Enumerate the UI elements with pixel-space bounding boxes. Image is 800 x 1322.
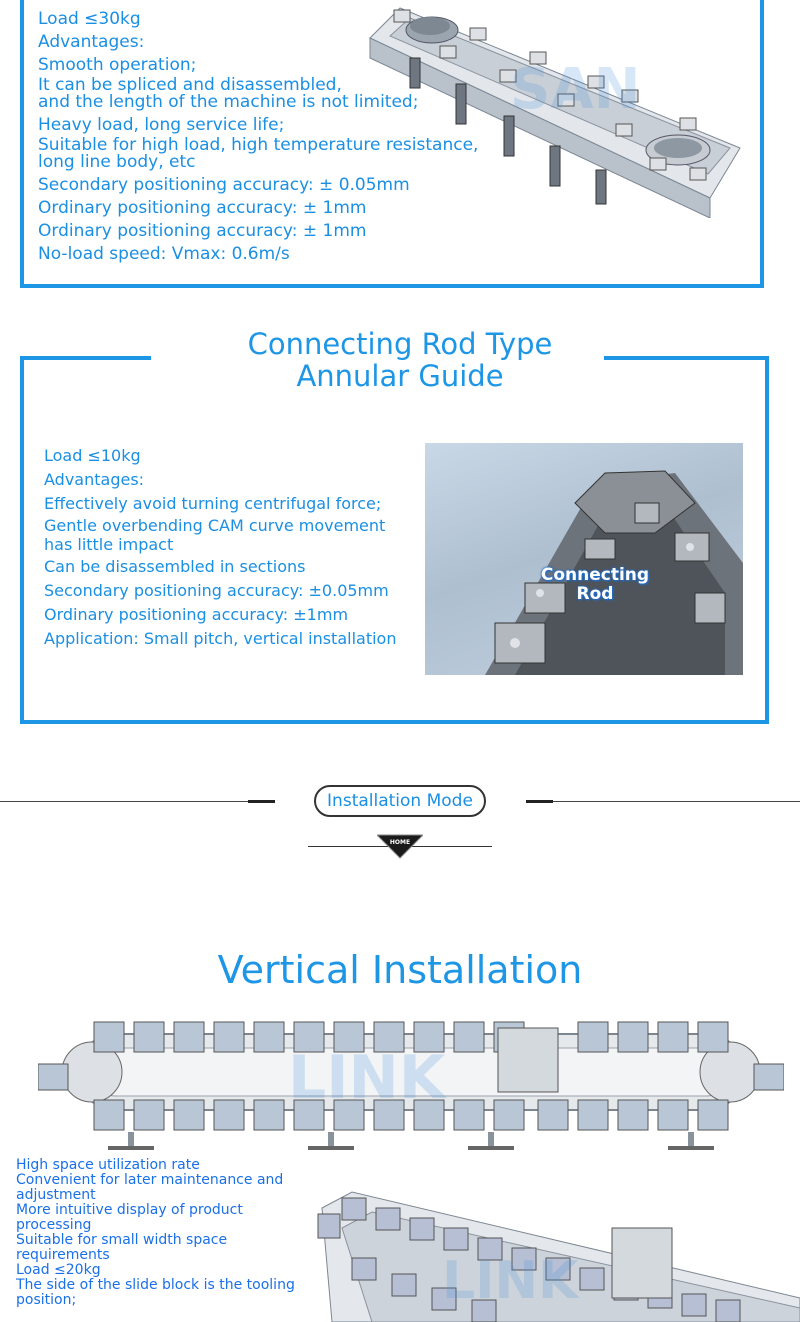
connecting-rod-machine-drawing bbox=[425, 443, 743, 675]
svg-text:LINK: LINK bbox=[288, 1043, 446, 1113]
spec-ordinary-accuracy: Ordinary positioning accuracy: ± 1mm bbox=[38, 198, 367, 218]
spec-ordinary-accuracy-2: Ordinary positioning accuracy: ± 1mm bbox=[38, 221, 367, 241]
spec-speed: No-load speed: Vmax: 0.6m/s bbox=[38, 244, 290, 264]
connecting-rod-photo bbox=[425, 443, 743, 675]
section-title-vertical-installation: Vertical Installation bbox=[217, 948, 583, 992]
spec-advantages: Advantages: bbox=[38, 32, 145, 52]
title-line-2: Annular Guide bbox=[296, 359, 504, 393]
feature-display: More intuitive display of product processing bbox=[16, 1202, 243, 1233]
spec-suitable: Suitable for high load, high temperature resistance, long line body, etc bbox=[38, 135, 479, 172]
divider-left bbox=[0, 801, 275, 802]
feature-width: Suitable for small width space requirements bbox=[16, 1232, 228, 1263]
callout-line-1: Connecting bbox=[540, 565, 650, 585]
home-down-arrow-icon bbox=[377, 833, 423, 859]
spec-smooth: Smooth operation; bbox=[38, 55, 197, 75]
home-label: HOME bbox=[389, 839, 411, 846]
feature-load: Load ≤20kg bbox=[16, 1262, 101, 1278]
spec-load: Load ≤10kg bbox=[44, 446, 141, 465]
feature-tooling: The side of the slide block is the tooling position; bbox=[16, 1277, 295, 1308]
spec-heavy-load: Heavy load, long service life; bbox=[38, 115, 285, 135]
spec-list-connecting-rod bbox=[44, 444, 396, 651]
installation-mode-badge: Installation Mode bbox=[314, 785, 486, 817]
feature-list-vertical bbox=[16, 1158, 306, 1308]
spec-application: Application: Small pitch, vertical installation bbox=[44, 629, 397, 648]
spec-spliced: It can be spliced and disassembled, and the length of the machine is not limited; bbox=[38, 75, 419, 112]
title-line-1: Connecting Rod Type bbox=[247, 327, 553, 361]
spec-secondary-accuracy: Secondary positioning accuracy: ± 0.05mm bbox=[38, 175, 410, 195]
divider-right bbox=[526, 801, 800, 802]
spec-secondary-accuracy: Secondary positioning accuracy: ±0.05mm bbox=[44, 581, 389, 600]
feature-maintenance: Convenient for later maintenance and adjustment bbox=[16, 1172, 284, 1203]
svg-text:SAN: SAN bbox=[510, 57, 641, 122]
feature-space: High space utilization rate bbox=[16, 1157, 200, 1173]
vertical-installation-perspective-view bbox=[312, 1188, 800, 1322]
spec-cam-curve: Gentle overbending CAM curve movement has little impact bbox=[44, 516, 386, 554]
spec-advantages: Advantages: bbox=[44, 470, 145, 489]
spec-ordinary-accuracy: Ordinary positioning accuracy: ±1mm bbox=[44, 605, 349, 624]
divider-left-accent bbox=[248, 800, 275, 803]
spec-disassembled: Can be disassembled in sections bbox=[44, 557, 306, 576]
vertical-installation-side-view bbox=[38, 1018, 784, 1150]
spec-load: Load ≤30kg bbox=[38, 9, 141, 29]
spec-centrifugal: Effectively avoid turning centrifugal force; bbox=[44, 494, 382, 513]
connecting-rod-callout bbox=[540, 566, 650, 604]
panel-top-border-left bbox=[20, 356, 151, 360]
spec-list-30kg bbox=[38, 8, 478, 266]
divider-right-accent bbox=[526, 800, 553, 803]
section-title-connecting-rod bbox=[150, 328, 650, 392]
svg-text:LINK: LINK bbox=[442, 1251, 579, 1311]
callout-line-2: Rod bbox=[576, 584, 614, 604]
